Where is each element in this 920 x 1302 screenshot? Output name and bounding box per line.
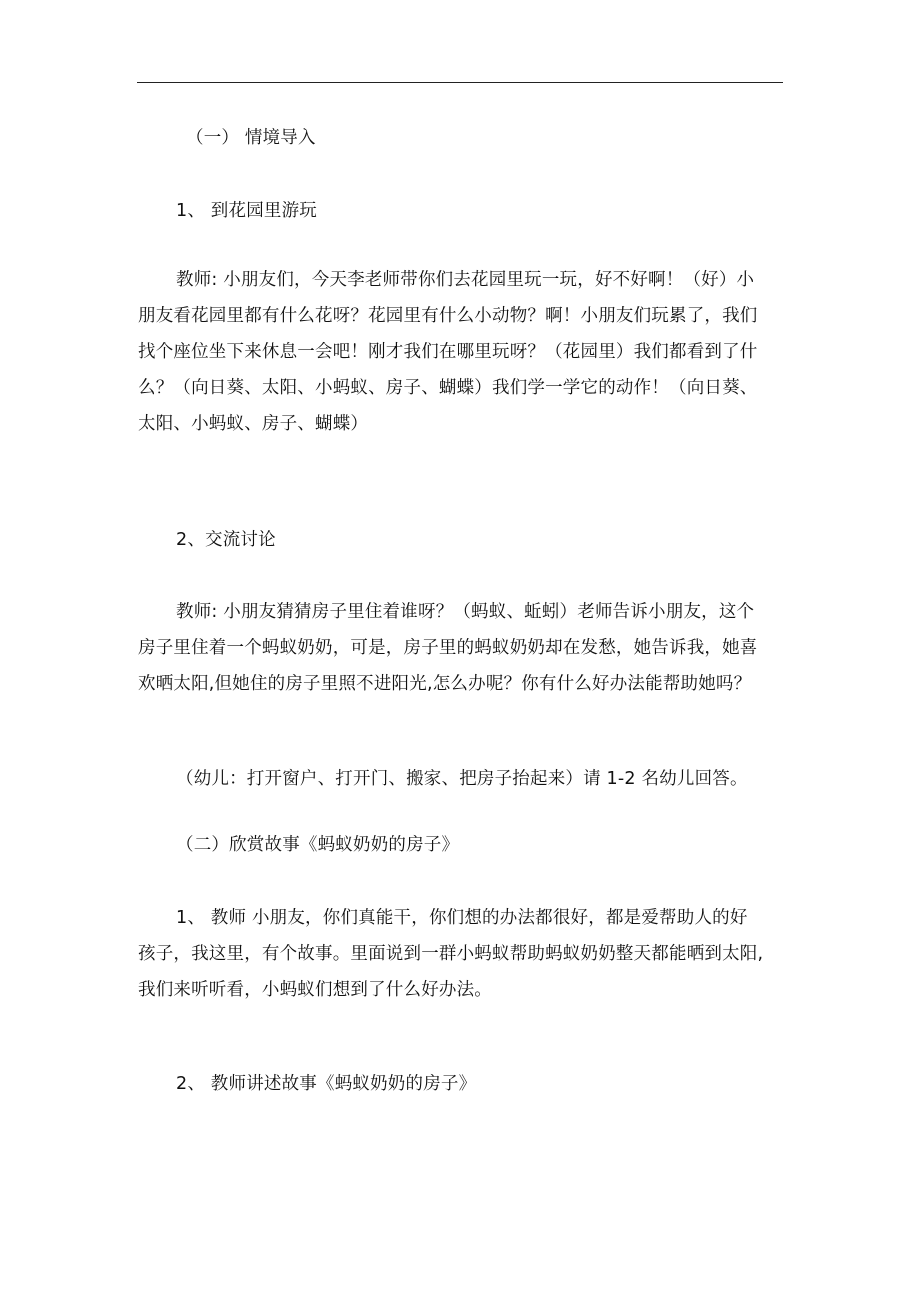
paragraph-2-line-2: 房子里住着一个蚂蚁奶奶，可是，房子里的蚂蚁奶奶却在发愁，她告诉我，她喜 bbox=[138, 638, 758, 658]
paragraph-4-line-1: 1、 教师 小朋友，你们真能干，你们想的办法都很好，都是爱帮助人的好 bbox=[176, 908, 748, 928]
paragraph-4-line-3: 我们来听听看，小蚂蚁们想到了什么好办法。 bbox=[138, 980, 492, 1000]
list-item-3: 2、 教师讲述故事《蚂蚁奶奶的房子》 bbox=[176, 1074, 477, 1094]
header-rule bbox=[137, 82, 783, 83]
paragraph-1-line-4: 么？（向日葵、太阳、小蚂蚁、房子、蝴蝶）我们学一学它的动作！（向日葵、 bbox=[138, 378, 758, 398]
paragraph-1-line-1: 教师: 小朋友们，今天李老师带你们去花园里玩一玩，好不好啊！（好）小 bbox=[176, 270, 755, 290]
section-heading-1: （一） 情境导入 bbox=[186, 128, 316, 148]
section-heading-2: （二）欣赏故事《蚂蚁奶奶的房子》 bbox=[176, 835, 460, 855]
paragraph-1-line-3: 找个座位坐下来休息一会吧！刚才我们在哪里玩呀？（花园里）我们都看到了什 bbox=[138, 342, 758, 362]
paragraph-4-line-2: 孩子，我这里，有个故事。里面说到一群小蚂蚁帮助蚂蚁奶奶整天都能晒到太阳, bbox=[138, 944, 764, 964]
paragraph-1-line-2: 朋友看花园里都有什么花呀？花园里有什么小动物？啊！小朋友们玩累了，我们 bbox=[138, 306, 758, 326]
list-item-2: 2、交流讨论 bbox=[176, 530, 276, 550]
list-item-1: 1、 到花园里游玩 bbox=[176, 201, 317, 221]
paragraph-3: （幼儿：打开窗户、打开门、搬家、把房子抬起来）请 1-2 名幼儿回答。 bbox=[176, 769, 748, 789]
paragraph-2-line-1: 教师: 小朋友猜猜房子里住着谁呀？（蚂蚁、蚯蚓）老师告诉小朋友，这个 bbox=[176, 602, 755, 622]
paragraph-1-line-5: 太阳、小蚂蚁、房子、蝴蝶） bbox=[138, 414, 369, 434]
paragraph-2-line-3: 欢晒太阳,但她住的房子里照不进阳光,怎么办呢？你有什么好办法能帮助她吗？ bbox=[138, 674, 752, 694]
